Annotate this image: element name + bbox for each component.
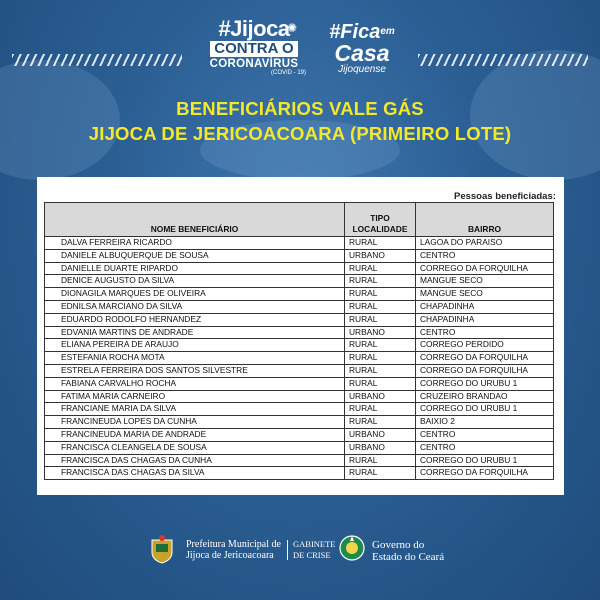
governo-line-2: Estado do Ceará — [372, 551, 445, 563]
footer — [0, 530, 600, 570]
cell-bairro: CENTRO — [416, 249, 554, 262]
cell-tipo: URBANO — [345, 326, 416, 339]
cell-name: FATIMA MARIA CARNEIRO — [45, 390, 345, 403]
header-localidade: LOCALIDADE — [352, 224, 408, 234]
beneficiaries-table — [44, 202, 554, 480]
cell-bairro: CENTRO — [416, 428, 554, 441]
cell-tipo: RURAL — [345, 403, 416, 416]
table-row — [45, 275, 554, 288]
table-row — [45, 326, 554, 339]
cell-tipo: RURAL — [345, 339, 416, 352]
cell-tipo: RURAL — [345, 416, 416, 429]
jijoquense-label: Jijoquense — [338, 64, 386, 75]
header-name: NOME BENEFICIÁRIO — [45, 203, 345, 237]
beneficiaries-document — [37, 177, 564, 495]
cell-tipo: RURAL — [345, 454, 416, 467]
cell-name: DIONAGILA MARQUES DE OLIVEIRA — [45, 288, 345, 301]
prefeitura-text — [186, 539, 281, 561]
cell-bairro: LAGOA DO PARAISO — [416, 237, 554, 250]
header-bairro: BAIRRO — [416, 203, 554, 237]
cell-bairro: CORREGO DA FORQUILHA — [416, 467, 554, 480]
coronavirus-label: CORONAVÍRUS — [209, 58, 299, 70]
cell-bairro: CENTRO — [416, 441, 554, 454]
cell-bairro: MANGUE SECO — [416, 288, 554, 301]
cell-bairro: CORREGO DA FORQUILHA — [416, 262, 554, 275]
cell-bairro: CORREGO DO URUBU 1 — [416, 454, 554, 467]
cell-name: FRANCINEUDA MARIA DE ANDRADE — [45, 428, 345, 441]
cell-name: FRANCISCA DAS CHAGAS DA SILVA — [45, 467, 345, 480]
table-row — [45, 313, 554, 326]
governo-text — [372, 539, 444, 563]
cell-tipo: URBANO — [345, 390, 416, 403]
cell-bairro: CORREGO DA FORQUILHA — [416, 364, 554, 377]
virus-icon: ✺ — [287, 21, 298, 35]
cell-name: EDNILSA MARCIANO DA SILVA — [45, 300, 345, 313]
table-row — [45, 441, 554, 454]
table-row — [45, 403, 554, 416]
hashtag-fica: #Fica — [329, 21, 381, 43]
table-row — [45, 416, 554, 429]
table-row — [45, 377, 554, 390]
cell-name: FRANCIANE MARIA DA SILVA — [45, 403, 345, 416]
jijoca-coat-of-arms-icon — [148, 534, 176, 564]
header-tipo-localidade — [345, 203, 416, 237]
cell-bairro: CORREGO DA FORQUILHA — [416, 352, 554, 365]
gabinete-line-2: DE CRISE — [293, 550, 331, 560]
document-caption: Pessoas beneficiadas: — [454, 191, 556, 202]
gabinete-text — [293, 539, 336, 561]
cell-name: DANIELE ALBUQUERQUE DE SOUSA — [45, 249, 345, 262]
cell-name: ESTEFANIA ROCHA MOTA — [45, 352, 345, 365]
title-line-2: JIJOCA DE JERICOACOARA (PRIMEIRO LOTE) — [88, 123, 512, 144]
cell-tipo: RURAL — [345, 377, 416, 390]
cell-name: DALVA FERREIRA RICARDO — [45, 237, 345, 250]
fica-em-casa-logo — [318, 22, 406, 75]
cell-name: DENICE AUGUSTO DA SILVA — [45, 275, 345, 288]
em-label: em — [380, 26, 395, 37]
hashtag-jijoca: #Jijoca — [218, 16, 290, 41]
cell-tipo: RURAL — [345, 300, 416, 313]
cell-tipo: RURAL — [345, 237, 416, 250]
table-row — [45, 428, 554, 441]
cell-name: DANIELLE DUARTE RIPARDO — [45, 262, 345, 275]
title-line-1: BENEFICIÁRIOS VALE GÁS — [176, 98, 424, 119]
covid-label: (COVID - 19) — [270, 70, 306, 76]
header-tipo: TIPO — [370, 213, 390, 223]
table-row — [45, 339, 554, 352]
cell-tipo: RURAL — [345, 364, 416, 377]
governo-line-1: Governo do — [372, 539, 425, 551]
header-banner — [0, 14, 600, 84]
prefeitura-line-2: Jijoca de Jericoacoara — [186, 550, 274, 561]
cell-name: ESTRELA FERREIRA DOS SANTOS SILVESTRE — [45, 364, 345, 377]
table-row — [45, 300, 554, 313]
cell-tipo: URBANO — [345, 249, 416, 262]
cell-tipo: URBANO — [345, 441, 416, 454]
cell-name: ELIANA PEREIRA DE ARAUJO — [45, 339, 345, 352]
table-row — [45, 352, 554, 365]
table-row — [45, 288, 554, 301]
table-row — [45, 390, 554, 403]
cell-bairro: MANGUE SECO — [416, 275, 554, 288]
cell-tipo: RURAL — [345, 313, 416, 326]
cell-tipo: RURAL — [345, 467, 416, 480]
table-row — [45, 262, 554, 275]
cell-name: FRANCISCA CLEANGELA DE SOUSA — [45, 441, 345, 454]
cell-bairro: CRUZEIRO BRANDAO — [416, 390, 554, 403]
cell-name: EDVANIA MARTINS DE ANDRADE — [45, 326, 345, 339]
casa-label: Casa — [334, 40, 390, 66]
cell-name: FRANCINEUDA LOPES DA CUNHA — [45, 416, 345, 429]
cell-tipo: RURAL — [345, 352, 416, 365]
table-row — [45, 249, 554, 262]
prefeitura-line-1: Prefeitura Municipal de — [186, 539, 281, 550]
footer-divider — [287, 540, 288, 560]
cell-bairro: CORREGO PERDIDO — [416, 339, 554, 352]
cell-tipo: RURAL — [345, 275, 416, 288]
cell-bairro: CENTRO — [416, 326, 554, 339]
ceara-coat-of-arms-icon — [338, 533, 366, 563]
cell-bairro: CORREGO DO URUBU 1 — [416, 377, 554, 390]
cell-bairro: CORREGO DO URUBU 1 — [416, 403, 554, 416]
cell-tipo: URBANO — [345, 428, 416, 441]
contra-o-label: CONTRA O — [210, 41, 297, 57]
table-header-row — [45, 203, 554, 237]
cell-name: FABIANA CARVALHO ROCHA — [45, 377, 345, 390]
decorative-stripes — [12, 54, 182, 66]
gabinete-line-1: GABINETE — [293, 539, 336, 549]
table-row — [45, 467, 554, 480]
cell-tipo: RURAL — [345, 288, 416, 301]
table-row — [45, 454, 554, 467]
cell-bairro: CHAPADINHA — [416, 313, 554, 326]
table-row — [45, 237, 554, 250]
cell-name: EDUARDO RODOLFO HERNANDEZ — [45, 313, 345, 326]
cell-bairro: CHAPADINHA — [416, 300, 554, 313]
cell-tipo: RURAL — [345, 262, 416, 275]
table-row — [45, 364, 554, 377]
cell-name: FRANCISCA DAS CHAGAS DA CUNHA — [45, 454, 345, 467]
cell-bairro: BAIXIO 2 — [416, 416, 554, 429]
decorative-stripes — [418, 54, 588, 66]
page-title — [0, 96, 600, 146]
jijoca-contra-coronavirus-logo — [198, 18, 310, 77]
